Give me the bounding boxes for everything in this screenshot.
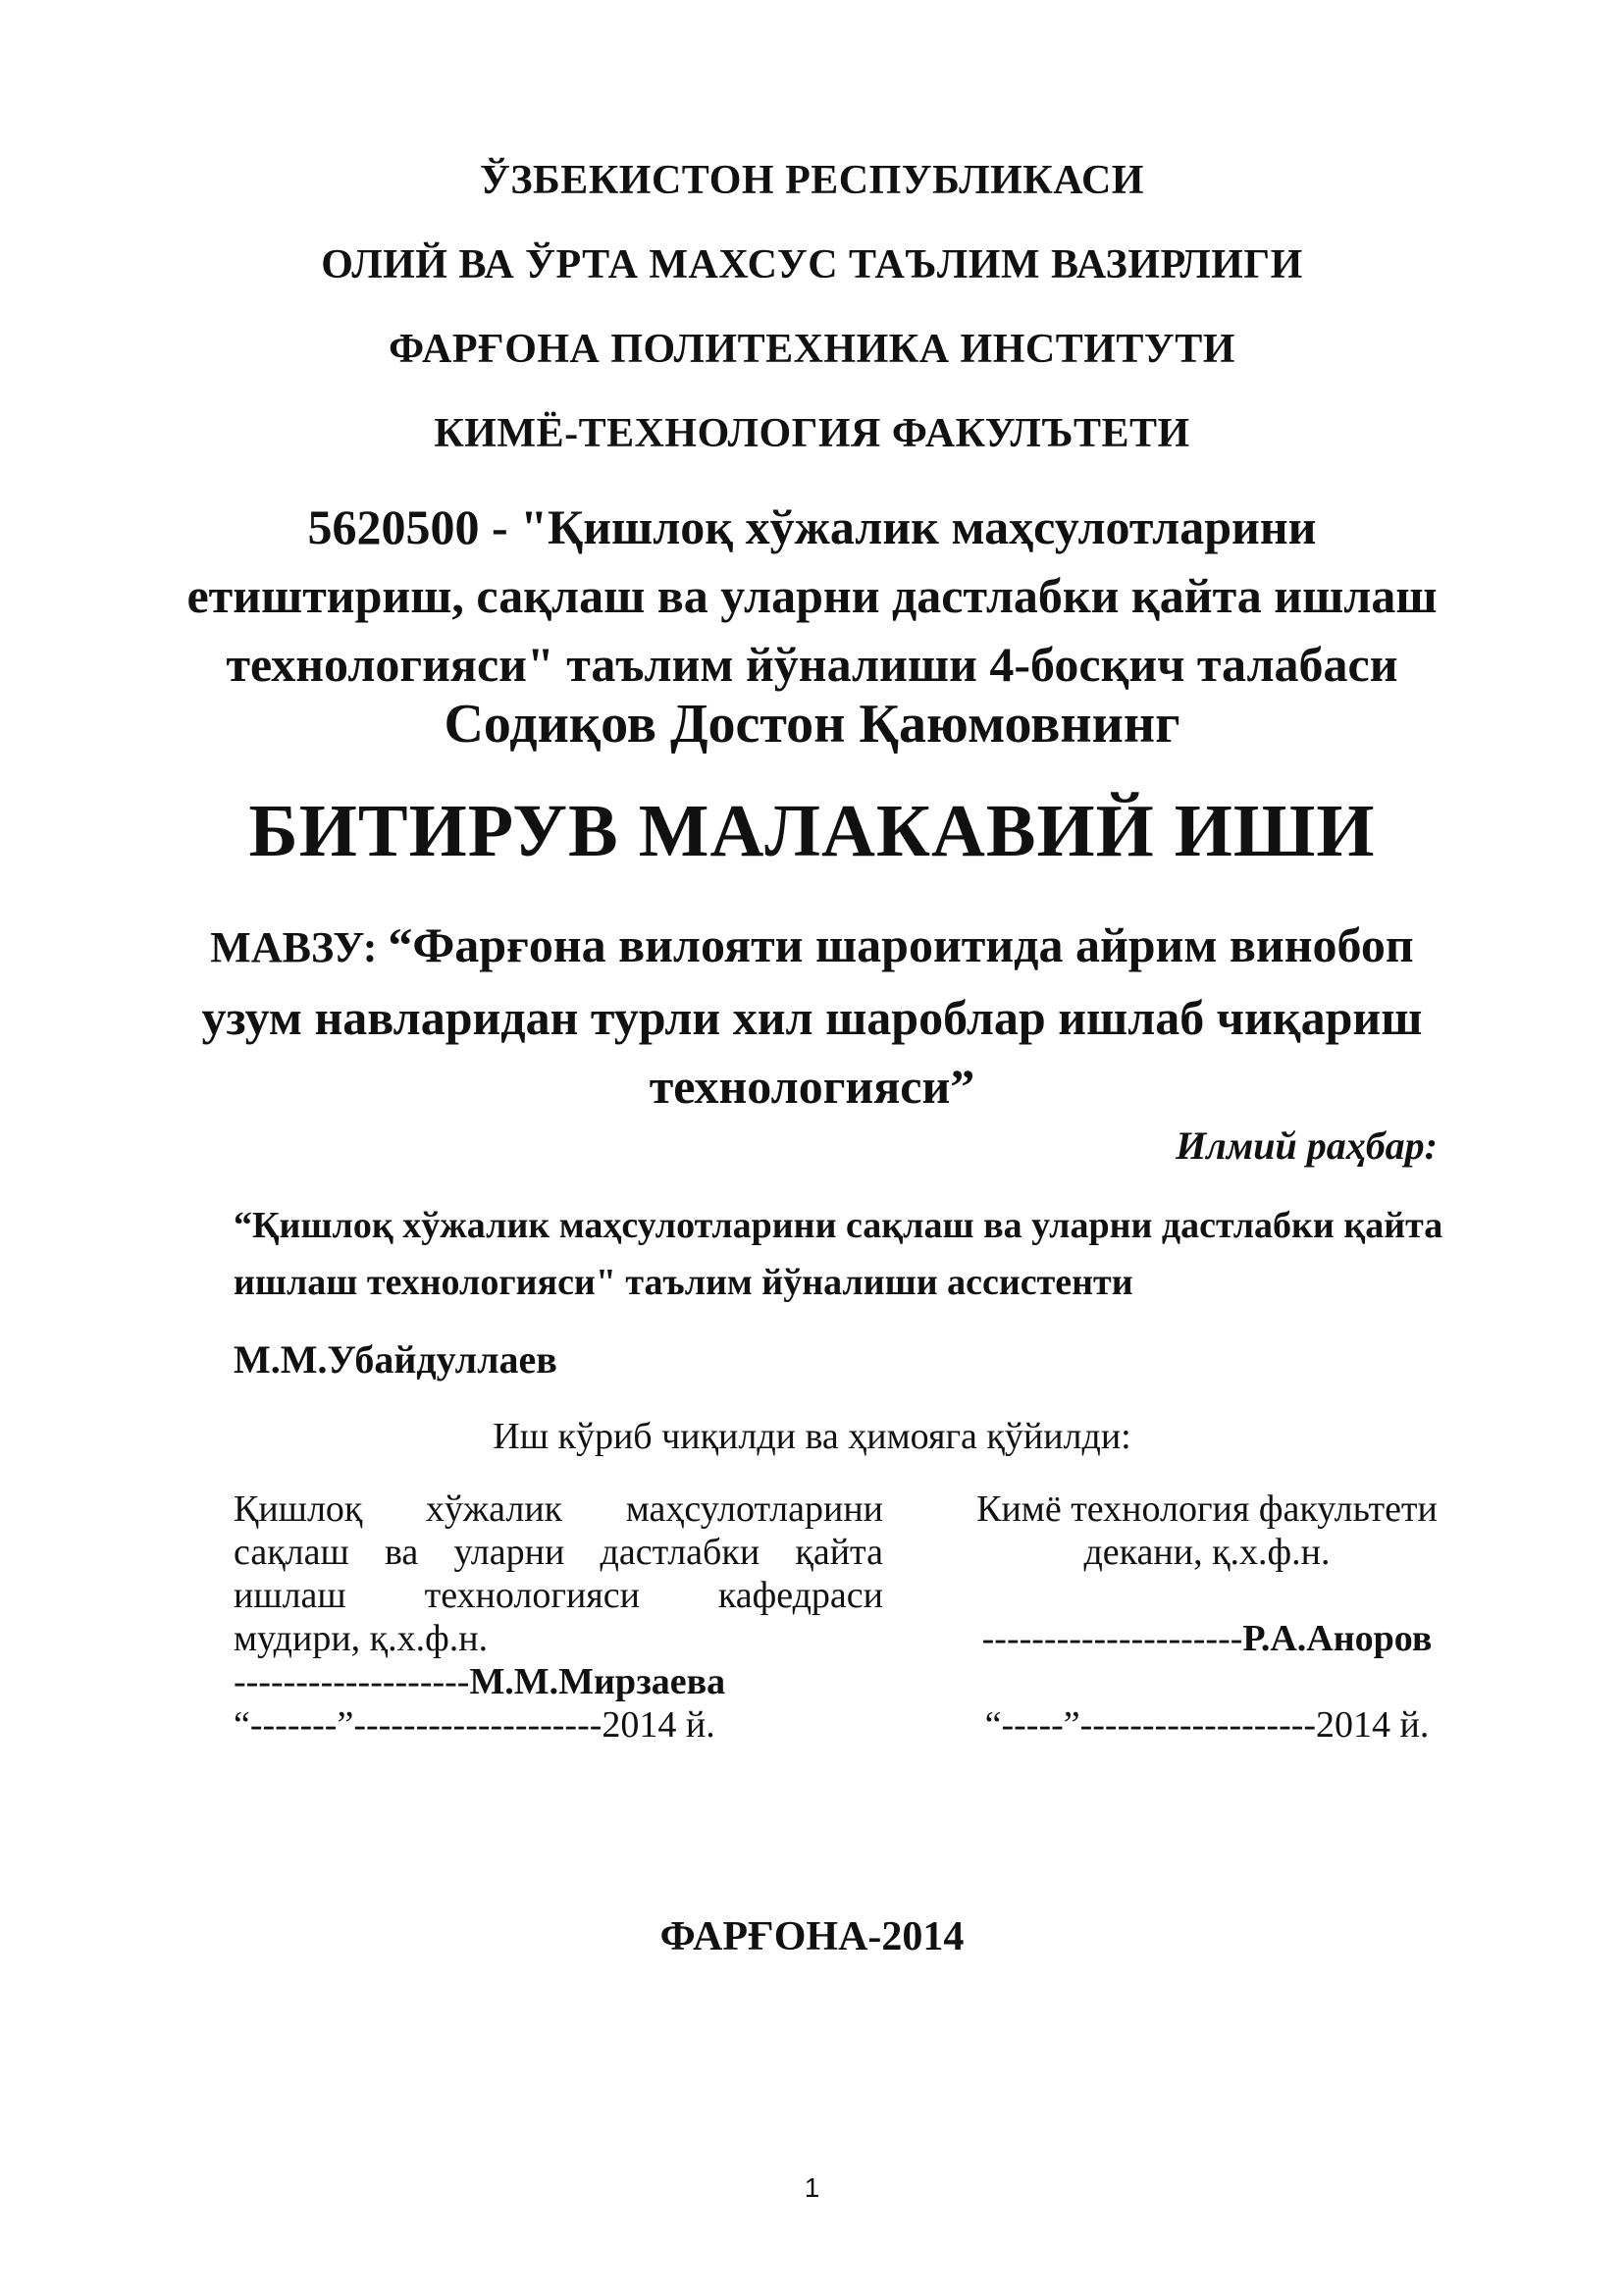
- right-signatory: [952, 1487, 1462, 1747]
- topic-line-2: узум навларидан турли хил шароблар ишлаб чиқариш: [201, 990, 1423, 1045]
- left-signatory-line-1: Қишлоқ хўжалик маҳсулотларини: [234, 1488, 883, 1530]
- specialty-line-1: 5620500 - "Қишлоқ хўжалик маҳсулотларини: [307, 499, 1317, 554]
- left-signatory-line-2: сақлаш ва уларни дастлабки қайта: [234, 1532, 883, 1573]
- ministry-name: ОЛИЙ ВА ЎРТА МАХСУС ТАЪЛИМ ВАЗИРЛИГИ: [321, 242, 1303, 287]
- left-signature-date: “-------”--------------------2014 й.: [234, 1704, 715, 1746]
- city-year: ФАРҒОНА-2014: [659, 1914, 965, 1959]
- right-signature-line: [952, 1617, 1462, 1660]
- left-signatory: [234, 1487, 883, 1747]
- specialty-line-3: технологияси" таълим йўналиши 4-босқич талабаси: [226, 637, 1398, 692]
- left-signatory-line-4: мудири, қ.х.ф.н.: [234, 1618, 489, 1659]
- specialty-line-2: етиштириш, сақлаш ва уларни дастлабки қайта ишлаш: [186, 568, 1438, 623]
- topic-line-3: технологияси”: [649, 1059, 975, 1114]
- right-signatory-line-2: декани, қ.х.ф.н.: [1083, 1532, 1331, 1573]
- left-signatory-line-3: ишлаш технологияси кафедраси: [234, 1575, 883, 1616]
- advisor-dept-line-1: “Қишлоқ хўжалик маҳсулотларини сақлаш ва уларни дастлабки қайта: [234, 1205, 1443, 1246]
- topic-line-1: [0, 909, 1624, 984]
- ministry-country: ЎЗБЕКИСТОН РЕСПУБЛИКАСИ: [480, 158, 1144, 203]
- right-signature-dashes: ---------------------: [981, 1618, 1243, 1659]
- student-name: Содиқов Достон Қаюмовнинг: [444, 694, 1180, 755]
- right-signatory-spacer: [952, 1574, 1462, 1617]
- advisor-department: [234, 1197, 1509, 1311]
- institute-name: ФАРҒОНА ПОЛИТЕХНИКА ИНСТИТУТИ: [389, 327, 1235, 372]
- work-title: БИТИРУВ МАЛАКАВИЙ ИШИ: [248, 790, 1376, 872]
- topic-label: МАВЗУ:: [210, 923, 389, 971]
- advisor-label: Илмий раҳбар:: [1176, 1123, 1438, 1168]
- right-signatory-spacer-2: [952, 1660, 1462, 1703]
- advisor-dept-line-2: ишлаш технологияси" таълим йўналиши ассистенти: [234, 1262, 1133, 1303]
- left-signature-line: [234, 1660, 883, 1703]
- page-number: 1: [804, 2172, 820, 2203]
- left-signature-dashes: -------------------: [234, 1661, 470, 1702]
- left-signatory-name: М.М.Мирзаева: [469, 1661, 726, 1702]
- faculty-name: КИМЁ-ТЕХНОЛОГИЯ ФАКУЛЪТЕТИ: [434, 411, 1190, 456]
- right-signature-date: “-----”-------------------2014 й.: [984, 1704, 1430, 1746]
- right-signatory-name: Р.А.Аноров: [1242, 1618, 1433, 1659]
- advisor-name: М.М.Убайдуллаев: [234, 1337, 557, 1382]
- reviewed-statement: Иш кўриб чиқилди ва ҳимояга қўйилди:: [493, 1416, 1131, 1457]
- topic-text-1: “Фарғона вилояти шароитида айрим винобоп: [388, 917, 1414, 972]
- right-signatory-line-1: Кимё технология факультети: [976, 1488, 1438, 1530]
